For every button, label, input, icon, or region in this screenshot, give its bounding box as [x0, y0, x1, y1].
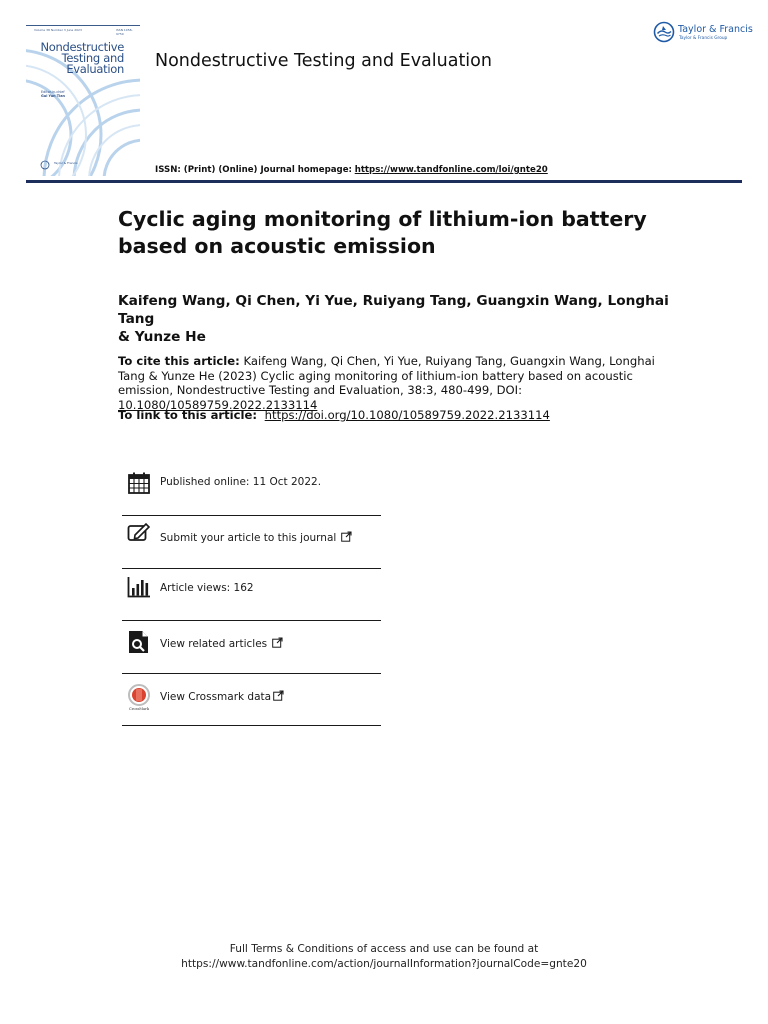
- related-articles-link[interactable]: [160, 637, 283, 650]
- info-divider: [122, 725, 381, 726]
- journal-cover-image: [26, 25, 140, 176]
- footer-terms-text: Full Terms & Conditions of access and use can be found at: [229, 943, 539, 955]
- journal-title: Nondestructive Testing and Evaluation: [155, 51, 492, 71]
- crossmark-icon-text: CrossMark: [128, 707, 150, 711]
- citation-block: [118, 354, 678, 412]
- taylor-francis-logo-icon[interactable]: [653, 21, 675, 43]
- related-articles-label[interactable]: View related articles: [160, 638, 268, 650]
- issn-line: [155, 165, 548, 175]
- issn-text: ISSN: (Print) (Online) Journal homepage:: [155, 165, 352, 175]
- cite-doi-link[interactable]: 10.1080/10589759.2022.2133114: [118, 397, 318, 412]
- cite-label: To cite this article:: [118, 354, 240, 368]
- crossmark-link[interactable]: [160, 690, 284, 703]
- cover-title: [40, 42, 124, 75]
- article-doi-link[interactable]: https://doi.org/10.1080/10589759.2022.2133114: [264, 408, 550, 422]
- publisher-name: Taylor & Francis: [678, 24, 753, 35]
- external-link-icon: [272, 637, 283, 648]
- article-title-line: based on acoustic emission: [118, 234, 436, 258]
- published-online-row: [122, 457, 381, 509]
- article-views-row: [122, 569, 381, 621]
- external-link-icon: [341, 531, 352, 542]
- publisher-group: Taylor & Francis Group: [679, 36, 728, 41]
- header-divider: [26, 180, 742, 183]
- calendar-icon: [127, 471, 151, 495]
- document-search-icon: [127, 630, 151, 654]
- footer-terms-link[interactable]: https://www.tandfonline.com/action/journalInformation?journalCode=gnte20: [181, 957, 587, 970]
- crossmark-row[interactable]: [122, 674, 381, 726]
- cover-editor: [41, 90, 65, 98]
- bar-chart-icon: [127, 575, 151, 599]
- article-views-text: Article views: 162: [160, 582, 254, 594]
- cover-title-line: Evaluation: [66, 62, 124, 76]
- cover-issn-text: ISSN 1058-9759: [116, 28, 133, 36]
- article-link-line: [118, 408, 550, 422]
- cover-volume-text: Volume 38 Number 3 June 2023: [34, 28, 82, 32]
- authors-line: Kaifeng Wang, Qi Chen, Yi Yue, Ruiyang Tang, Guangxin Wang, Longhai Tang: [118, 293, 669, 327]
- edit-icon: [127, 522, 151, 546]
- authors-line: & Yunze He: [118, 329, 206, 345]
- submit-article-row[interactable]: [122, 516, 381, 568]
- cover-editor-name: Gui Yun Tian: [41, 94, 65, 98]
- link-label: To link to this article:: [118, 408, 257, 422]
- article-title: [118, 206, 678, 260]
- published-online-text: Published online: 11 Oct 2022.: [160, 476, 322, 488]
- cite-text: Kaifeng Wang, Qi Chen, Yi Yue, Ruiyang Tang, Guangxin Wang, Longhai Tang & Yunze He (2023) Cyclic aging monitoring of lithium-ion battery based on acoustic emission, Nondestructive Testing and Evaluation, 38:3, 480-499, DOI:: [118, 354, 655, 397]
- cover-title-line: Nondestructive: [40, 40, 124, 54]
- submit-article-link[interactable]: [160, 531, 352, 544]
- crossmark-icon: [125, 683, 153, 711]
- related-articles-row[interactable]: [122, 621, 381, 673]
- submit-article-label[interactable]: Submit your article to this journal: [160, 532, 337, 544]
- external-link-icon: [273, 690, 284, 701]
- article-authors: [118, 292, 678, 346]
- cover-title-line: Testing and: [61, 51, 124, 65]
- footer-terms: [0, 942, 768, 971]
- cover-editor-label: Editor-in-chief: [41, 90, 65, 94]
- journal-homepage-link[interactable]: https://www.tandfonline.com/loi/gnte20: [354, 165, 548, 175]
- crossmark-label[interactable]: View Crossmark data: [160, 691, 272, 703]
- cover-publisher-text: Taylor & Francis: [54, 161, 78, 165]
- article-title-line: Cyclic aging monitoring of lithium-ion battery: [118, 207, 647, 231]
